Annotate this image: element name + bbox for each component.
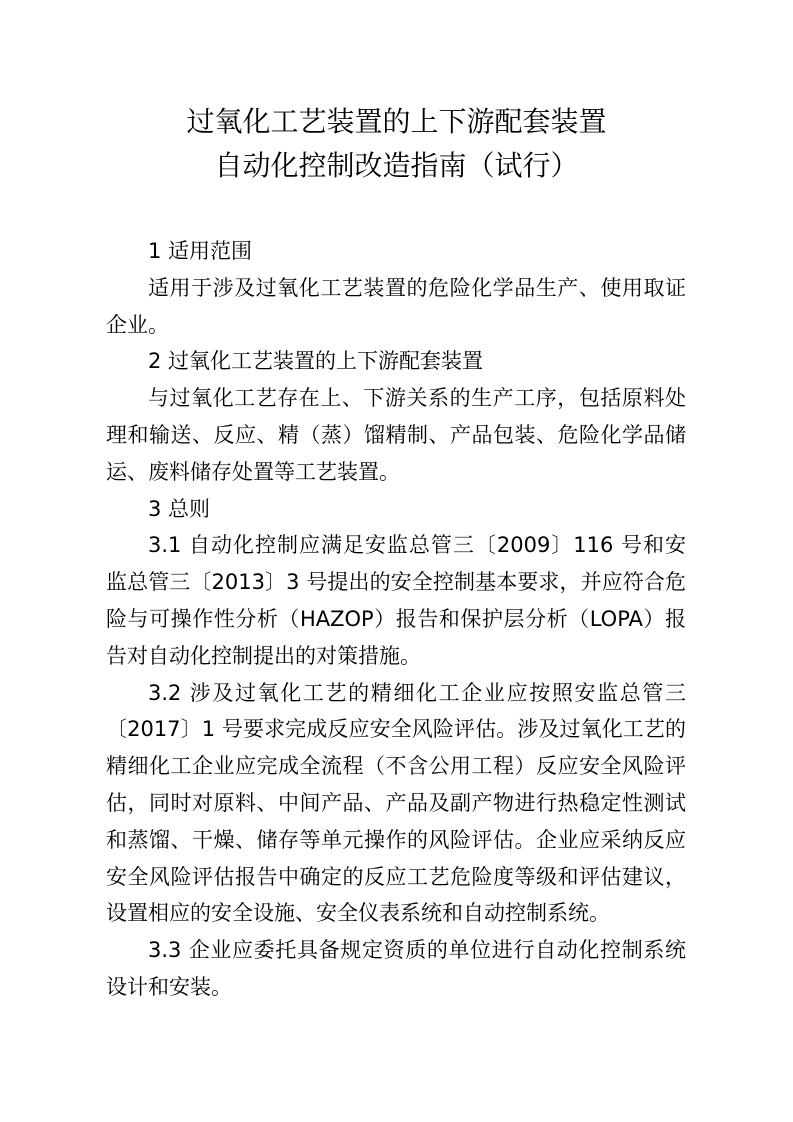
document-body bbox=[106, 233, 686, 1006]
section-heading-general: 3 总则 bbox=[148, 496, 211, 521]
paragraph-upstream-downstream: 与过氧化工艺存在上、下游关系的生产工序，包括原料处理和输送、反应、精（蒸）馏精制、产品包装、危险化学品储运、废料储存处置等工艺装置。 bbox=[106, 386, 686, 484]
document-title-line-1: 过氧化工艺装置的上下游配套装置 bbox=[186, 105, 607, 138]
paragraph-3-1: 3.1 自动化控制应满足安监总管三〔2009〕116 号和安监总管三〔2013〕3 号提出的安全控制基本要求，并应符合危险与可操作性分析（HAZOP）报告和保护层分析（LOPA）报告对自动化控制提出的对策措施。 bbox=[106, 533, 686, 668]
paragraph-3-3: 3.3 企业应委托具备规定资质的单位进行自动化控制系统设计和安装。 bbox=[106, 938, 686, 999]
document-title-line-2: 自动化控制改造指南（试行） bbox=[214, 149, 579, 182]
section-heading-scope: 1 适用范围 bbox=[148, 239, 253, 263]
paragraph-3-2: 3.2 涉及过氧化工艺的精细化工企业应按照安监总管三〔2017〕1 号要求完成反应安全风险评估。涉及过氧化工艺的精细化工企业应完成全流程（不含公用工程）反应安全风险评估，同时对原料、中间产品、产品及副产物进行热稳定性测试和蒸馏、干燥、储存等单元操作的风险评估。企业应采纳反应安全风险评估报告中确定的反应工艺危险度等级和评估建议，设置相应的安全设施、安全仪表系统和自动控制系统。 bbox=[106, 680, 686, 926]
section-heading-upstream-downstream: 2 过氧化工艺装置的上下游配套装置 bbox=[148, 349, 484, 374]
paragraph-scope: 适用于涉及过氧化工艺装置的危险化学品生产、使用取证企业。 bbox=[106, 275, 686, 337]
